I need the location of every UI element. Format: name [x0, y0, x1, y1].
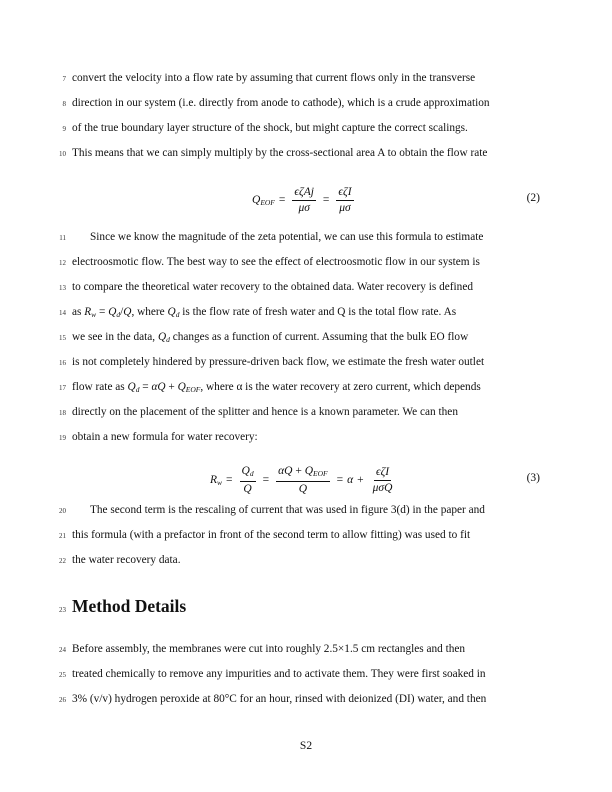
text-line: treated chemically to remove any impurities and to activate them. They were first soaked in — [72, 668, 486, 680]
line-number: 21 — [59, 532, 66, 540]
text-line: we see in the data, $Q_d$ changes as a function of current. Assuming that the bulk EO flow — [72, 331, 469, 344]
text-line: as $R_w = Q_d/Q$, where $Q_d$ is the flow rate of fresh water and Q is the total flow rate. As — [72, 306, 457, 319]
equation-number: (2) — [526, 192, 540, 204]
line-number: 14 — [59, 309, 66, 317]
line-number: 22 — [59, 557, 66, 565]
line-number: 25 — [59, 671, 66, 679]
text-line: convert the velocity into a flow rate by assuming that current flows only in the transverse — [72, 72, 476, 84]
line-number: 9 — [62, 125, 66, 133]
text-line: electroosmotic flow. The best way to see the effect of electroosmotic flow in our system is — [72, 256, 480, 268]
text-line: directly on the placement of the splitter and hence is a known parameter. We can then — [72, 406, 458, 418]
equation-2-body: $Q_{EOF}$ = $\frac{\text{ϵζAj}}{\mu\sigma}$ = $\frac{\text{ϵζI}}{\mu\sigma}$ — [252, 185, 352, 214]
line-number: 16 — [59, 359, 66, 367]
text-line: Before assembly, the membranes were cut into roughly 2.5×1.5 cm rectangles and then — [72, 643, 466, 655]
line-number: 20 — [59, 507, 66, 515]
line-number: 19 — [59, 434, 66, 442]
text-line: the water recovery data. — [72, 554, 181, 566]
text-line: Since we know the magnitude of the zeta potential, we can use this formula to estimate — [90, 231, 484, 243]
line-number: 18 — [59, 409, 66, 417]
text-line: is not completely hindered by pressure-driven back flow, we estimate the fresh water outlet — [72, 356, 485, 368]
line-number: 23 — [59, 606, 66, 614]
text-line: of the true boundary layer structure of the shock, but might capture the correct scalings. — [72, 122, 468, 134]
text-line: flow rate as $Q_d = \alpha Q + Q_{EOF}$, where α is the water recovery at zero current, which depends — [72, 381, 481, 394]
text-span: , where α is the water recovery at zero current, which depends — [200, 381, 481, 393]
text-line: The second term is the rescaling of current that was used in figure 3(d) in the paper and — [90, 504, 485, 516]
line-number: 7 — [62, 75, 66, 83]
equation-3-body: $R_w$ = $\frac{Q_d}{Q}$ = $\frac{\alpha Q + Q_{EOF}}{Q}$ = α + $\frac{\text{ϵζI}}{\text{μσQ}}$ — [210, 464, 393, 495]
text-span: we see in the data, — [72, 331, 156, 343]
text-span: flow rate as — [72, 381, 125, 393]
line-number: 15 — [59, 334, 66, 342]
equation-number: (3) — [526, 472, 540, 484]
text-span: as — [72, 306, 82, 318]
line-number: 26 — [59, 696, 66, 704]
line-number: 24 — [59, 646, 66, 654]
line-number: 11 — [59, 234, 66, 242]
line-number: 17 — [59, 384, 66, 392]
text-span: is the flow rate of fresh water and Q is the total flow rate. As — [182, 306, 457, 318]
line-number: 8 — [62, 100, 66, 108]
equation-3 — [72, 460, 540, 500]
line-number: 13 — [59, 284, 66, 292]
equation-2 — [72, 180, 540, 220]
line-number: 12 — [59, 259, 66, 267]
text-line: obtain a new formula for water recovery: — [72, 431, 258, 443]
section-heading: Method Details — [72, 596, 187, 616]
text-span: , where — [131, 306, 165, 318]
page-number: S2 — [299, 740, 313, 752]
text-line: 3% (v/v) hydrogen peroxide at 80°C for an hour, rinsed with deionized (DI) water, and then — [72, 693, 487, 705]
text-line: direction in our system (i.e. directly from anode to cathode), which is a crude approximation — [72, 97, 490, 109]
text-line: this formula (with a prefactor in front of the second term to allow fitting) was used to fit — [72, 529, 471, 541]
text-line: This means that we can simply multiply by the cross-sectional area A to obtain the flow rate — [72, 147, 488, 159]
text-span: changes as a function of current. Assuming that the bulk EO flow — [172, 331, 469, 343]
line-number: 10 — [59, 150, 66, 158]
text-line: to compare the theoretical water recovery to the obtained data. Water recovery is defined — [72, 281, 473, 293]
